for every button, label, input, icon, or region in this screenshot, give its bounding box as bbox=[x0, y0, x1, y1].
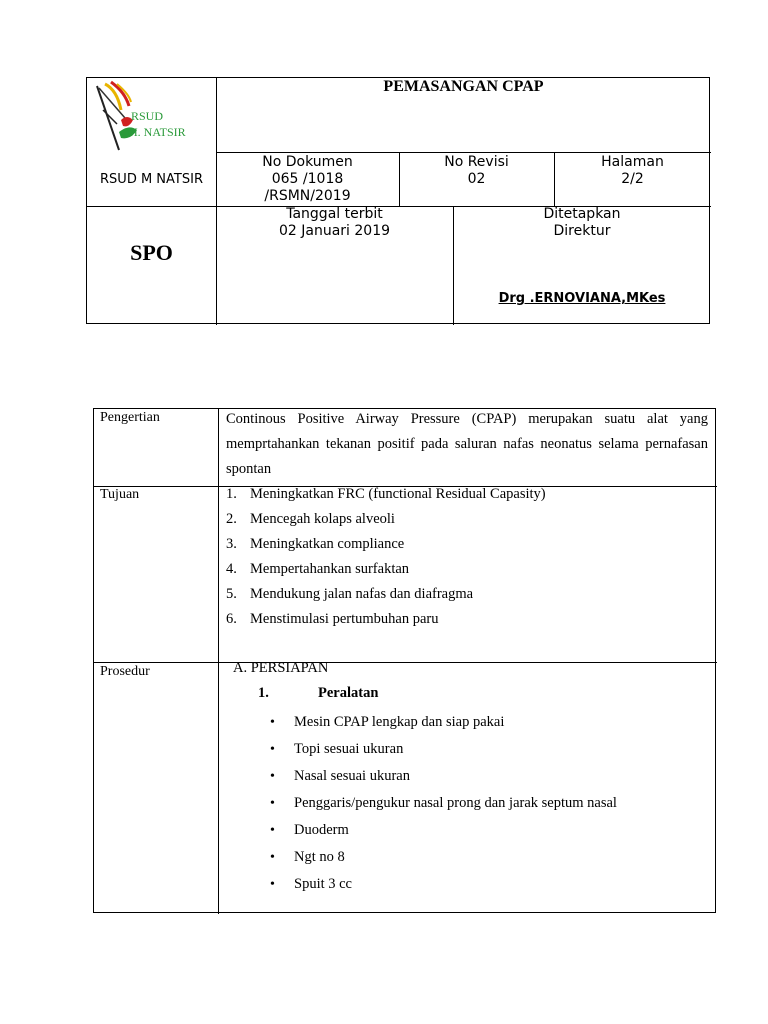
peralatan-item-text: Spuit 3 cc bbox=[294, 876, 352, 892]
no-dokumen-value-2: /RSMN/2019 bbox=[264, 188, 351, 204]
bullet-icon: • bbox=[270, 850, 275, 865]
tujuan-item-number: 2. bbox=[226, 511, 237, 527]
tujuan-item-text: Meningkatkan compliance bbox=[250, 536, 405, 552]
tujuan-item bbox=[226, 582, 546, 607]
peralatan-item bbox=[270, 817, 617, 844]
signatory-text: Drg .ERNOVIANA,MKes bbox=[498, 291, 666, 306]
tanggal-terbit-cell bbox=[216, 206, 453, 240]
tanggal-terbit-value: 02 Januari 2019 bbox=[278, 223, 391, 239]
tujuan-item-text: Mendukung jalan nafas dan diafragma bbox=[250, 586, 474, 602]
spo-label bbox=[87, 240, 216, 266]
signatory-name bbox=[453, 291, 711, 306]
document-title bbox=[216, 78, 711, 96]
no-revisi-label: No Revisi bbox=[444, 154, 509, 170]
bullet-icon: • bbox=[270, 877, 275, 892]
bullet-icon: • bbox=[270, 823, 275, 838]
peralatan-item bbox=[270, 763, 617, 790]
tujuan-item-text: Mencegah kolaps alveoli bbox=[250, 511, 395, 527]
tujuan-item-number: 4. bbox=[226, 561, 237, 577]
peralatan-item-text: Ngt no 8 bbox=[294, 849, 345, 865]
prosedur-label: Prosedur bbox=[100, 664, 150, 679]
no-revisi-cell bbox=[399, 154, 554, 188]
ditetapkan-label: Ditetapkan bbox=[543, 206, 621, 222]
halaman-label: Halaman bbox=[601, 154, 664, 170]
tujuan-item bbox=[226, 482, 546, 507]
tujuan-item-text: Menstimulasi pertumbuhan paru bbox=[250, 611, 439, 627]
peralatan-list bbox=[270, 709, 617, 898]
peralatan-item bbox=[270, 871, 617, 898]
tujuan-item bbox=[226, 507, 546, 532]
peralatan-item-text: Mesin CPAP lengkap dan siap pakai bbox=[294, 714, 505, 730]
pengertian-text: Continous Positive Airway Pressure (CPAP) merupakan suatu alat yang memprtahankan tekanan positif pada saluran nafas neonatus selama pernafasan spontan bbox=[226, 411, 708, 477]
halaman-cell bbox=[554, 154, 711, 188]
no-dokumen-value-1: 065 /1018 bbox=[271, 171, 344, 187]
no-dokumen-label: No Dokumen bbox=[262, 154, 353, 170]
tujuan-item bbox=[226, 532, 546, 557]
procedure-table bbox=[93, 408, 716, 913]
tujuan-label: Tujuan bbox=[100, 487, 140, 502]
halaman-value: 2/2 bbox=[621, 171, 644, 187]
no-dokumen-cell bbox=[216, 154, 399, 205]
prosedur-section: A. PERSIAPAN bbox=[233, 660, 329, 676]
spo-text: SPO bbox=[130, 240, 173, 265]
hospital-logo bbox=[91, 80, 201, 156]
ditetapkan-cell bbox=[453, 206, 711, 240]
tujuan-item-number: 6. bbox=[226, 611, 237, 627]
peralatan-item-text: Nasal sesuai ukuran bbox=[294, 768, 410, 784]
hospital-name-text: RSUD M NATSIR bbox=[100, 172, 203, 187]
document-header-table bbox=[86, 77, 710, 324]
pengertian-label: Pengertian bbox=[100, 410, 160, 425]
tanggal-terbit-label: Tanggal terbit bbox=[286, 206, 383, 222]
tujuan-item bbox=[226, 607, 546, 632]
bullet-icon: • bbox=[270, 715, 275, 730]
peralatan-item-text: Topi sesuai ukuran bbox=[294, 741, 404, 757]
tujuan-item-text: Mempertahankan surfaktan bbox=[250, 561, 410, 577]
tujuan-item bbox=[226, 557, 546, 582]
hospital-name bbox=[87, 171, 216, 188]
bullet-icon: • bbox=[270, 769, 275, 784]
peralatan-item-text: Duoderm bbox=[294, 822, 349, 838]
peralatan-item bbox=[270, 709, 617, 736]
document-title-text: PEMASANGAN CPAP bbox=[383, 78, 544, 95]
peralatan-item bbox=[270, 736, 617, 763]
tujuan-item-number: 5. bbox=[226, 586, 237, 602]
header-divider bbox=[216, 152, 711, 153]
peralatan-item bbox=[270, 844, 617, 871]
tujuan-item-number: 3. bbox=[226, 536, 237, 552]
tujuan-item-text: Meningkatkan FRC (functional Residual Capasity) bbox=[250, 486, 546, 502]
prosedur-sub-title: Peralatan bbox=[318, 685, 379, 701]
tujuan-list bbox=[226, 482, 546, 632]
table-divider bbox=[94, 662, 717, 663]
no-revisi-value: 02 bbox=[467, 171, 486, 187]
tujuan-item-number: 1. bbox=[226, 486, 237, 502]
peralatan-item-text: Penggaris/pengukur nasal prong dan jarak septum nasal bbox=[294, 795, 617, 811]
bullet-icon: • bbox=[270, 742, 275, 757]
peralatan-item bbox=[270, 790, 617, 817]
logo-text-rsud: RSUD bbox=[131, 109, 164, 123]
bullet-icon: • bbox=[270, 796, 275, 811]
ditetapkan-role: Direktur bbox=[553, 223, 611, 239]
prosedur-sub-num: 1. bbox=[258, 685, 269, 701]
logo-text-natsir: M. NATSIR bbox=[127, 125, 186, 139]
